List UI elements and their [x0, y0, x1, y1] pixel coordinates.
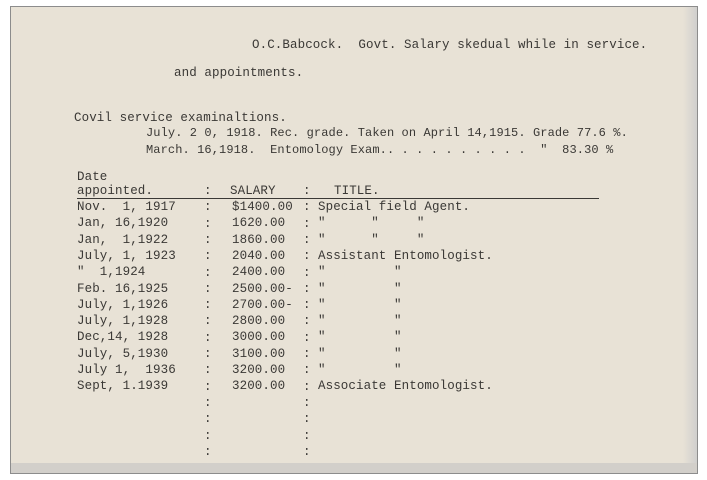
row-title: " " — [318, 330, 402, 345]
column-separator: : — [303, 184, 311, 198]
page-edge-shadow — [683, 7, 697, 473]
row-salary: 2700.00- — [232, 297, 293, 312]
row-title: Special field Agent. — [318, 200, 471, 214]
column-separator: : — [204, 428, 212, 443]
row-salary: $1400.00 — [232, 200, 293, 214]
row-salary: 2500.00- — [232, 281, 293, 296]
column-separator: : — [204, 379, 212, 394]
header-title: O.C.Babcock. Govt. Salary skedual while in service. — [252, 38, 648, 52]
row-salary: 3000.00 — [232, 330, 286, 345]
column-header-date-line1: Date — [77, 170, 108, 184]
row-salary: 1620.00 — [232, 216, 286, 231]
row-title: " " — [318, 281, 402, 296]
column-separator: : — [303, 265, 311, 280]
row-salary: 3100.00 — [232, 346, 286, 361]
row-title: " " — [318, 265, 402, 280]
exam-line-1: July. 2 0, 1918. Rec. grade. Taken on April 14,1915. Grade 77.6 %. — [146, 126, 628, 140]
row-salary: 1860.00 — [232, 232, 286, 247]
column-separator: : — [204, 330, 212, 345]
column-header-date-line2: appointed. — [77, 184, 154, 198]
column-separator: : — [204, 184, 212, 198]
row-date: July, 5,1930 — [77, 346, 169, 361]
column-separator: : — [204, 395, 212, 410]
document-page — [10, 6, 698, 474]
row-title: " " " — [318, 216, 425, 231]
row-title: " " — [318, 314, 402, 329]
column-separator: : — [204, 298, 212, 313]
row-date: " 1,1924 — [77, 265, 146, 280]
row-date: July 1, 1936 — [77, 363, 176, 377]
column-separator: : — [303, 232, 311, 247]
row-date: Sept, 1.1939 — [77, 379, 169, 394]
column-separator: : — [303, 395, 311, 410]
row-title: Assistant Entomologist. — [318, 248, 493, 263]
row-salary: 2800.00 — [232, 314, 286, 329]
column-separator: : — [204, 249, 212, 264]
row-title: " " — [318, 346, 402, 361]
row-title: " " — [318, 363, 402, 377]
column-separator: : — [303, 379, 311, 394]
row-date: Dec,14, 1928 — [77, 330, 169, 345]
row-date: Nov. 1, 1917 — [77, 200, 176, 214]
column-separator: : — [303, 444, 311, 459]
column-separator: : — [303, 298, 311, 313]
exam-line-2: March. 16,1918. Entomology Exam.. . . . . . . . . . " 83.30 % — [146, 143, 614, 157]
column-separator: : — [303, 200, 311, 215]
row-salary: 2040.00 — [232, 248, 286, 263]
row-title: " " — [318, 297, 402, 312]
exam-heading: Covil service examinaltions. — [74, 111, 287, 125]
column-separator: : — [204, 314, 212, 329]
column-separator: : — [204, 412, 212, 427]
column-separator: : — [204, 444, 212, 459]
row-date: Feb. 16,1925 — [77, 281, 169, 296]
row-date: July, 1, 1923 — [77, 248, 176, 263]
column-separator: : — [303, 428, 311, 443]
column-separator: : — [303, 249, 311, 264]
row-date: July, 1,1928 — [77, 314, 169, 329]
column-separator: : — [303, 330, 311, 345]
row-date: Jan, 16,1920 — [77, 216, 169, 231]
column-separator: : — [204, 265, 212, 280]
column-separator: : — [303, 363, 311, 378]
header-underline — [77, 198, 599, 199]
row-title: Associate Entomologist. — [318, 379, 493, 394]
column-separator: : — [303, 216, 311, 231]
row-date: Jan, 1,1922 — [77, 232, 169, 247]
column-separator: : — [204, 232, 212, 247]
page-bottom-band — [11, 463, 697, 473]
row-salary: 3200.00 — [232, 363, 286, 377]
row-date: July, 1,1926 — [77, 297, 169, 312]
row-salary: 2400.00 — [232, 265, 286, 280]
column-header-salary: SALARY — [230, 184, 276, 198]
column-separator: : — [204, 363, 212, 378]
column-separator: : — [204, 216, 212, 231]
column-separator: : — [204, 200, 212, 215]
column-separator: : — [303, 314, 311, 329]
header-subtitle: and appointments. — [174, 66, 304, 80]
column-separator: : — [303, 347, 311, 361]
row-salary: 3200.00 — [232, 379, 286, 394]
column-separator: : — [303, 412, 311, 427]
column-separator: : — [204, 281, 212, 296]
column-header-title: TITLE. — [334, 184, 380, 198]
row-title: " " " — [318, 232, 425, 247]
column-separator: : — [303, 281, 311, 296]
column-separator: : — [204, 347, 212, 361]
